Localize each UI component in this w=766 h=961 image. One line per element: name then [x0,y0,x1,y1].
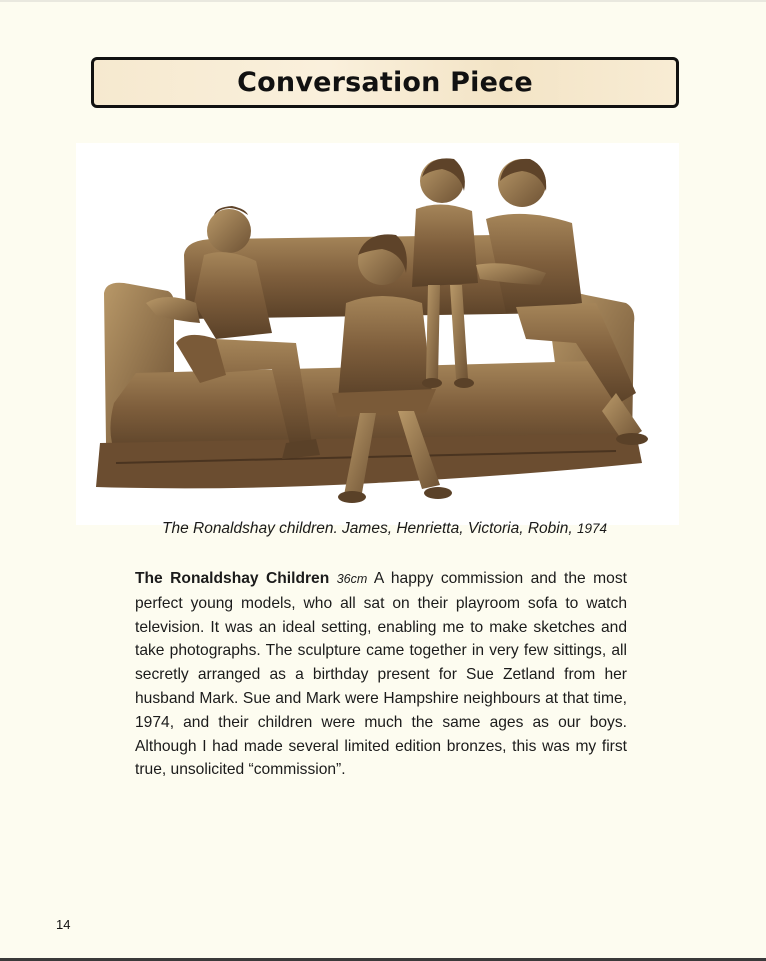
caption-text: The Ronaldshay children. James, Henrietta, Victoria, Robin, [161,520,573,537]
page-top-edge [0,0,766,2]
photo-caption [76,520,693,538]
article-body: A happy commission and the most perfect young models, who all sat on their playroom sofa to watch television. It was an ideal setting, enabling me to make sketches and take photographs. The sculpture came together in very few sittings, all secretly arranged as a birthday present for Sue Zetland from her husband Mark. Sue and Mark were Hampshire neighbours at that time, 1974, and their children were much the same ages as our boys. Although I had made several limited edition bronzes, this was my first true, unsolicited “commission”. [135,570,627,779]
article-text [135,567,627,782]
title-banner [91,57,679,108]
caption-year: 1974 [576,521,608,536]
article-heading: The Ronaldshay Children [135,570,330,587]
sculpture-size: 36cm [336,572,368,586]
bronze-sculpture-illustration [76,143,679,525]
sculpture-photo [76,143,679,525]
page-number: 14 [56,917,71,932]
page-title: Conversation Piece [237,67,533,98]
